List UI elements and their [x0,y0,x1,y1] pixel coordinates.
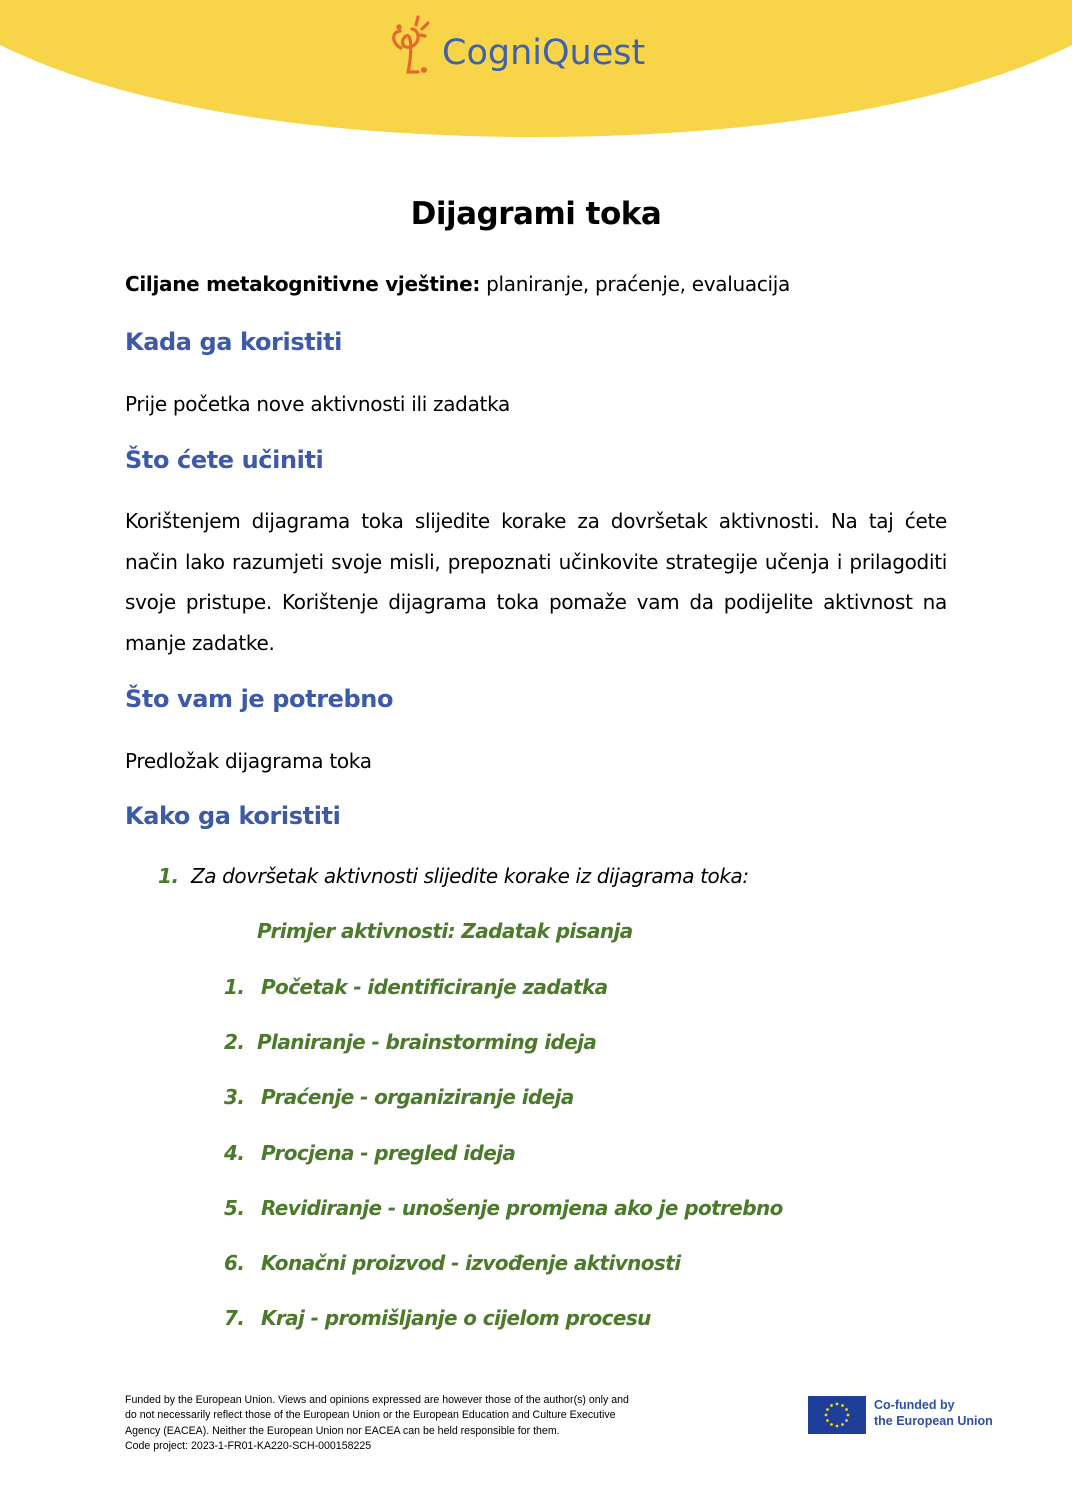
eu-star [841,1423,844,1426]
eu-cofunded-label [874,1397,1014,1429]
step-text: Revidiranje - unošenje promjena ako je potrebno [261,1195,783,1220]
eu-star [841,1404,844,1407]
disclaimer-line: Funded by the European Union. Views and opinions expressed are however those of the author(s) only and [125,1394,629,1406]
when-to-use-text: Prije početka nove aktivnosti ili zadatka [125,392,510,416]
eu-label-line2: the European Union [874,1414,993,1428]
flow-step [224,1196,944,1251]
step-number: 1. [224,975,245,999]
step-text: Početak - identificiranje zadatka [261,975,608,999]
eu-label-line1: Co-funded by [874,1398,955,1412]
instruction-item [158,864,938,888]
eu-star [836,1403,839,1406]
target-skills-label: Ciljane metakognitivne vještine: [125,272,481,296]
step-text: Kraj - promišljanje o cijelom procesu [261,1306,651,1331]
eu-star [845,1419,848,1422]
step-text: Konačni proizvod - izvođenje aktivnosti [261,1250,681,1275]
flow-step [224,1085,944,1140]
eu-star [830,1404,833,1407]
target-skills [125,272,947,296]
project-code: Code project: 2023-1-FR01-KA220-SCH-000158225 [125,1439,372,1452]
funding-disclaimer [125,1393,785,1454]
flow-step [224,1141,944,1196]
brand-name: CogniQuest [442,33,646,73]
heading-what-you-need: Što vam je potrebno [125,685,394,713]
step-text: Planiranje - brainstorming ideja [257,1030,597,1055]
step-text: Procjena - pregled ideja [261,1140,516,1165]
disclaimer-line: do not necessarily reflect those of the European Union or the European Education and Culture Executive [125,1409,616,1422]
example-title: Primjer aktivnosti: Zadatak pisanja [257,919,633,943]
eu-star [825,1414,828,1417]
step-number: 6. [224,1250,245,1275]
flow-step [224,975,944,1030]
instruction-number: 1. [158,864,179,888]
eu-star [847,1414,850,1417]
step-number: 3. [224,1085,245,1110]
eu-star [830,1423,833,1426]
flow-step [224,1251,944,1306]
step-number: 2. [224,1030,245,1055]
step-number: 4. [224,1140,245,1165]
target-skills-value: planiranje, praćenje, evaluacija [480,272,790,296]
eu-star [836,1425,839,1428]
flow-step [224,1030,944,1085]
what-you-will-do-text: Korištenjem dijagrama toka slijedite korake za dovršetak aktivnosti. Na taj ćete način lako razumjeti svoje misli, prepoznati učinkovite strategije učenja i prilagoditi svoje pristupe. Korištenje dijagrama toka pomaže vam da podijelite aktivnost na manje zadatke. [125,509,947,655]
lightbulb-person-logo-icon [388,14,444,84]
eu-flag-icon [808,1396,866,1434]
flow-step [224,1306,944,1361]
heading-when-to-use: Kada ga koristiti [125,328,343,356]
flow-steps-list [224,975,944,1361]
step-number: 5. [224,1195,245,1220]
logo [388,14,645,84]
eu-star [826,1408,829,1411]
step-text: Praćenje - organiziranje ideja [261,1085,574,1110]
step-number: 7. [224,1306,245,1331]
what-you-need-text: Predložak dijagrama toka [125,749,372,773]
heading-what-you-will-do: Što ćete učiniti [125,446,324,474]
instruction-text: Za dovršetak aktivnosti slijedite korake iz dijagrama toka: [191,864,749,888]
eu-star [826,1419,829,1422]
heading-how-to-use: Kako ga koristiti [125,802,341,830]
disclaimer-line: Agency (EACEA). Neither the European Union nor EACEA can be held responsible for them. [125,1424,560,1437]
eu-star [845,1408,848,1411]
page-title: Dijagrami toka [410,196,662,232]
